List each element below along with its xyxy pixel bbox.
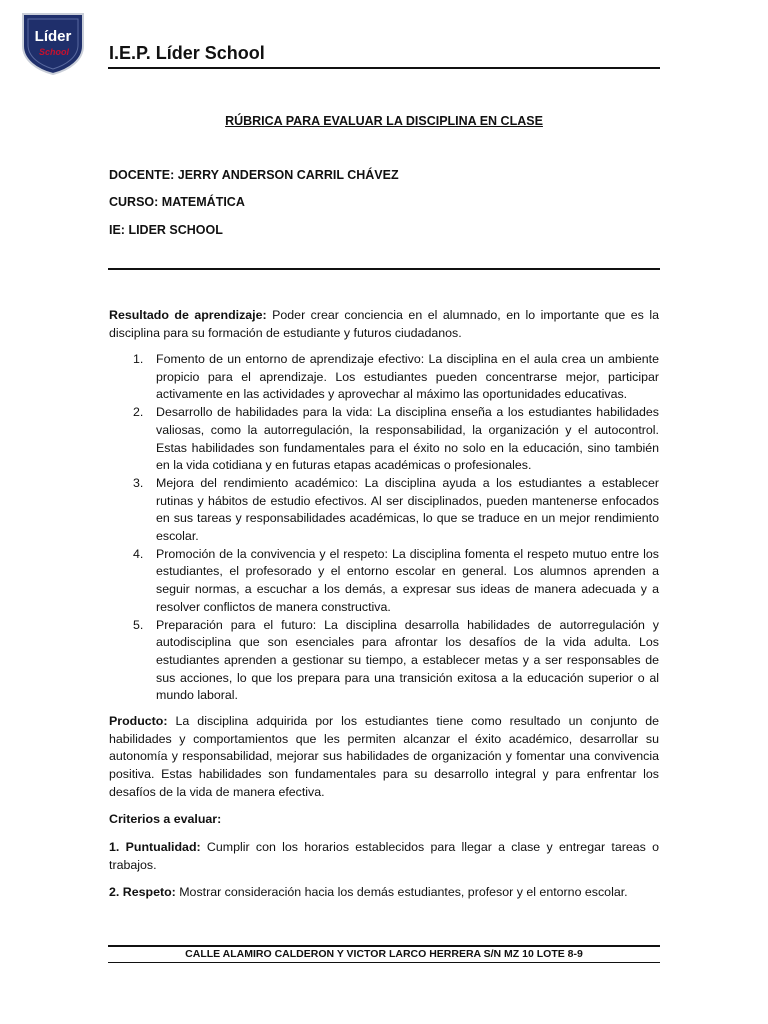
school-name: I.E.P. Líder School: [109, 43, 265, 63]
header-divider: [108, 67, 660, 69]
list-item-text: Promoción de la convivencia y el respeto: La disciplina fomenta el respeto mutuo entre los estudiantes, el profesorado y el entorno escolar en general. Los alumnos aprenden a seguir normas, a escuchar a los demás, a expresar sus ideas de manera adecuada y a resolver conflictos de manera constructiva.: [156, 546, 659, 614]
criterio-label: 2. Respeto:: [109, 885, 176, 899]
list-item-number: 3.: [133, 475, 144, 490]
criterio-respeto: [109, 884, 659, 902]
resultado-paragraph: [109, 307, 659, 342]
list-item-number: 5.: [133, 617, 144, 632]
docente-line: DOCENTE: JERRY ANDERSON CARRIL CHÁVEZ: [109, 168, 399, 182]
list-item-number: 1.: [133, 352, 144, 366]
list-item: [109, 546, 659, 617]
benefits-list: [109, 351, 659, 705]
criterio-label: 1. Puntualidad:: [109, 840, 201, 854]
footer-divider-top: [108, 945, 660, 947]
logo-sub-text: School: [38, 47, 70, 57]
curso-line: CURSO: MATEMÁTICA: [109, 195, 245, 209]
list-item-number: 4.: [133, 546, 144, 561]
list-item: [109, 351, 659, 404]
criterio-puntualidad: [109, 839, 659, 874]
list-item: [109, 475, 659, 546]
criterio-text: Mostrar consideración hacia los demás estudiantes, profesor y el entorno escolar.: [175, 885, 628, 899]
resultado-label: Resultado de aprendizaje:: [109, 308, 267, 322]
list-item: [109, 404, 659, 475]
school-logo: [19, 12, 87, 76]
section-divider: [108, 268, 660, 270]
list-item: [109, 617, 659, 706]
ie-line: IE: LIDER SCHOOL: [109, 223, 223, 237]
resultado-text: Poder crear conciencia en el alumnado, en lo importante que es la disciplina para su formación de estudiante y futuros ciudadanos.: [109, 308, 660, 340]
logo-main-text: Líder: [34, 28, 72, 45]
footer-divider-bottom: [108, 962, 660, 963]
criterio-text: Cumplir con los horarios establecidos para llegar a clase y entregar tareas o trabajos.: [109, 840, 659, 872]
document-title: RÚBRICA PARA EVALUAR LA DISCIPLINA EN CLASE: [225, 114, 543, 128]
producto-paragraph: [109, 713, 659, 802]
list-item-text: Fomento de un entorno de aprendizaje efectivo: La disciplina en el aula crea un ambiente propicio para el aprendizaje. Los estudiantes pueden concentrarse mejor, participar activamente en las actividades y aprovechar al máximo las oportunidades educativas.: [156, 352, 659, 402]
list-item-text: Desarrollo de habilidades para la vida: La disciplina enseña a los estudiantes habilidades valiosas, como la autorregulación, la responsabilidad, la organización y el autocontrol. Estas habilidades son fundamentales para el éxito no solo en la educación, sino también en la vida cotidiana y en futuras etapas académicas o profesionales.: [156, 405, 659, 473]
producto-label: Producto:: [109, 714, 168, 728]
list-item-text: Preparación para el futuro: La disciplina desarrolla habilidades de autorregulación y autodisciplina que son esenciales para afrontar los desafíos de la vida adulta. Los estudiantes aprenden a gestionar su tiempo, a establecer metas y a ser responsables de sus acciones, lo que los prepara para una transición exitosa a la educación superior o al mundo laboral.: [156, 617, 659, 703]
footer-address: CALLE ALAMIRO CALDERON Y VICTOR LARCO HERRERA S/N MZ 10 LOTE 8-9: [185, 948, 583, 960]
list-item-number: 2.: [133, 405, 144, 420]
producto-text: La disciplina adquirida por los estudiantes tiene como resultado un conjunto de habilidades y comportamientos que les permiten alcanzar el éxito académico, desarrollar su autonomía y responsabilidad, mejorar sus habilidades de organización y fomentar una convivencia positiva. Estas habilidades son fundamentales para su desarrollo integral y para enfrentar los desafíos de la vida de manera efectiva.: [109, 714, 659, 799]
criterios-heading: Criterios a evaluar:: [109, 812, 222, 826]
list-item-text: Mejora del rendimiento académico: La disciplina ayuda a los estudiantes a establecer rutinas y hábitos de estudio efectivos. Al ser disciplinados, pueden mantenerse enfocados en sus tareas y responsabilidades académicas, lo que se traduce en un mejor rendimiento escolar.: [156, 475, 659, 544]
